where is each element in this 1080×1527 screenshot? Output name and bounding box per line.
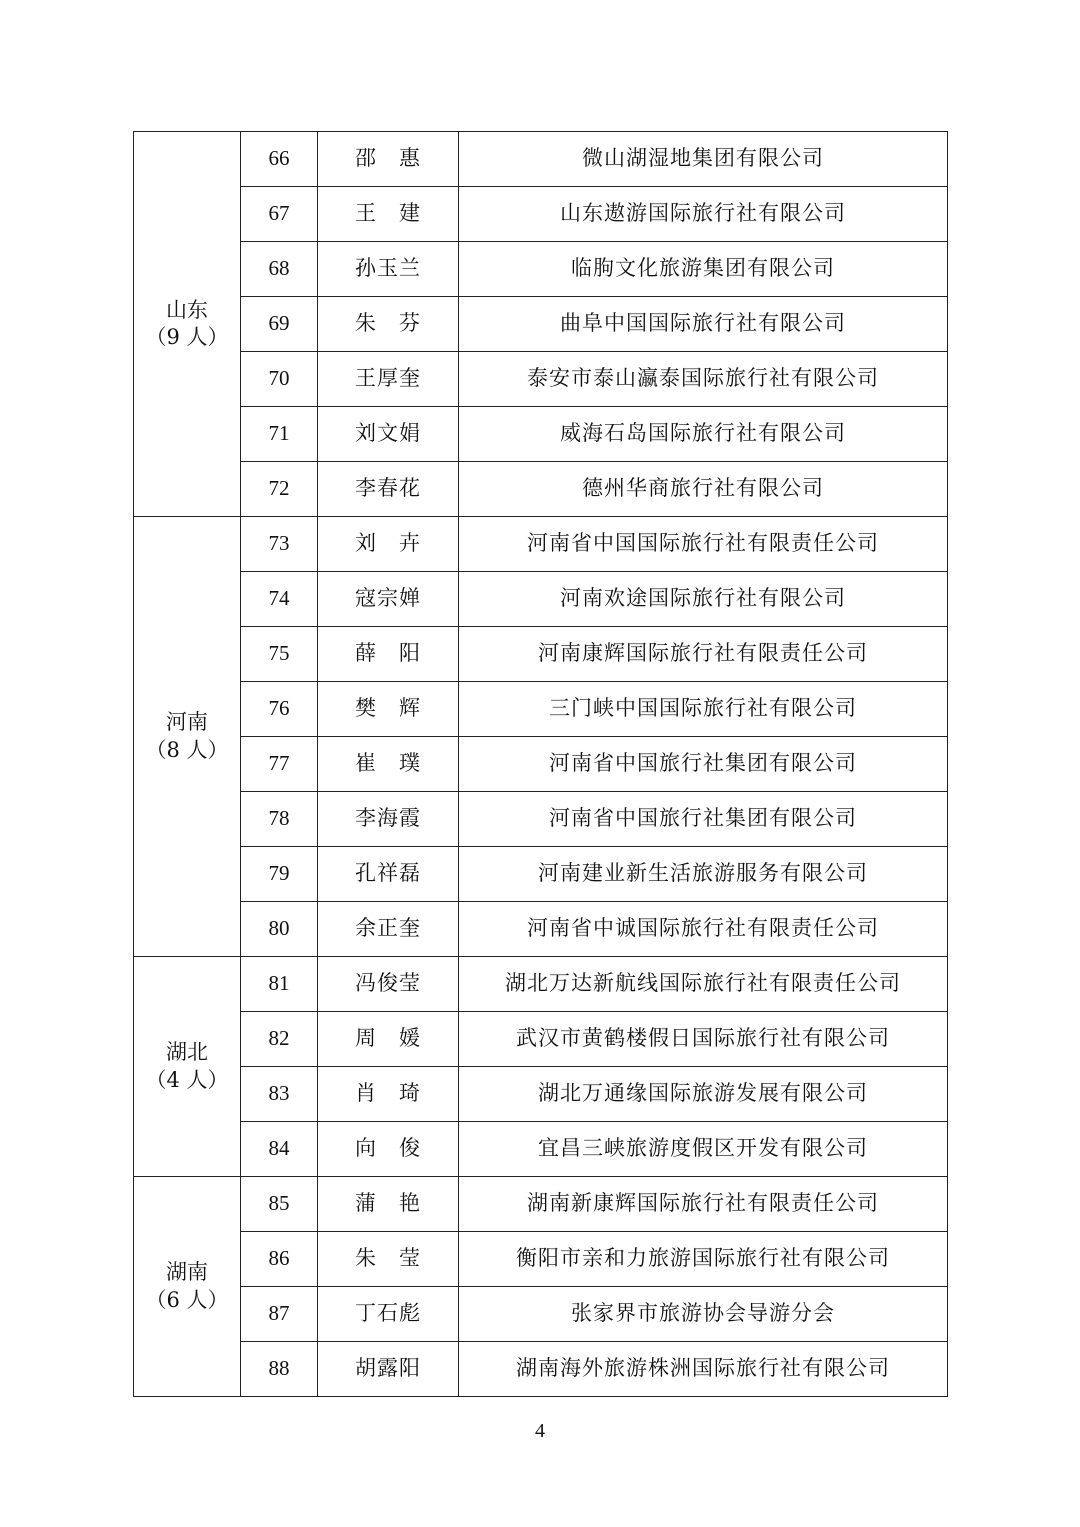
region-cell [134,132,241,517]
organization-name: 河南省中国旅行社集团有限公司 [459,737,948,792]
page-number: 4 [535,1420,545,1442]
organization-name: 河南欢途国际旅行社有限公司 [459,572,948,627]
row-number: 88 [241,1342,318,1397]
organization-name: 微山湖湿地集团有限公司 [459,132,948,187]
person-name: 向 俊 [318,1122,459,1177]
person-name: 刘 卉 [318,517,459,572]
person-name: 刘文娟 [318,407,459,462]
table-row [134,847,948,902]
person-name: 丁石彪 [318,1287,459,1342]
region-cell [134,1177,241,1397]
person-name: 胡露阳 [318,1342,459,1397]
row-number: 70 [241,352,318,407]
row-number: 76 [241,682,318,737]
organization-name: 河南建业新生活旅游服务有限公司 [459,847,948,902]
table-row [134,792,948,847]
table-row [134,1287,948,1342]
table-row [134,407,948,462]
organization-name: 河南省中国国际旅行社有限责任公司 [459,517,948,572]
row-number: 67 [241,187,318,242]
organization-name: 曲阜中国国际旅行社有限公司 [459,297,948,352]
row-number: 85 [241,1177,318,1232]
table-row [134,352,948,407]
region-count: （8 人） [145,737,229,762]
person-name: 樊 辉 [318,682,459,737]
organization-name: 临朐文化旅游集团有限公司 [459,242,948,297]
person-name: 王 建 [318,187,459,242]
region-name: 湖北 [166,1040,208,1065]
organization-name: 宜昌三峡旅游度假区开发有限公司 [459,1122,948,1177]
row-number: 77 [241,737,318,792]
person-name: 周 媛 [318,1012,459,1067]
organization-name: 湖北万通缘国际旅游发展有限公司 [459,1067,948,1122]
row-number: 74 [241,572,318,627]
person-name: 冯俊莹 [318,957,459,1012]
person-name: 蒲 艳 [318,1177,459,1232]
table-row [134,572,948,627]
person-name: 寇宗婵 [318,572,459,627]
table-row [134,517,948,572]
person-name: 朱 莹 [318,1232,459,1287]
person-name: 朱 芬 [318,297,459,352]
person-name: 肖 琦 [318,1067,459,1122]
table-row [134,1232,948,1287]
person-name: 崔 璞 [318,737,459,792]
row-number: 68 [241,242,318,297]
table-row [134,132,948,187]
organization-name: 河南康辉国际旅行社有限责任公司 [459,627,948,682]
region-cell [134,517,241,957]
row-number: 69 [241,297,318,352]
row-number: 79 [241,847,318,902]
table-row [134,1067,948,1122]
person-name: 王厚奎 [318,352,459,407]
organization-name: 衡阳市亲和力旅游国际旅行社有限公司 [459,1232,948,1287]
organization-name: 河南省中国旅行社集团有限公司 [459,792,948,847]
region-cell [134,957,241,1177]
organization-name: 威海石岛国际旅行社有限公司 [459,407,948,462]
row-number: 75 [241,627,318,682]
region-count: （9 人） [145,325,229,349]
organization-name: 山东遨游国际旅行社有限公司 [459,187,948,242]
roster-table [133,131,948,1397]
person-name: 薛 阳 [318,627,459,682]
roster-table-body [134,132,948,1397]
table-row [134,627,948,682]
table-row [134,1342,948,1397]
organization-name: 德州华商旅行社有限公司 [459,462,948,517]
region-name: 湖南 [166,1260,208,1285]
organization-name: 湖北万达新航线国际旅行社有限责任公司 [459,957,948,1012]
person-name: 孔祥磊 [318,847,459,902]
table-row [134,187,948,242]
table-row [134,297,948,352]
row-number: 83 [241,1067,318,1122]
row-number: 72 [241,462,318,517]
person-name: 余正奎 [318,902,459,957]
organization-name: 湖南新康辉国际旅行社有限责任公司 [459,1177,948,1232]
organization-name: 武汉市黄鹤楼假日国际旅行社有限公司 [459,1012,948,1067]
region-name: 山东 [166,297,208,322]
table-row [134,462,948,517]
table-row [134,737,948,792]
organization-name: 泰安市泰山瀛泰国际旅行社有限公司 [459,352,948,407]
row-number: 82 [241,1012,318,1067]
table-row [134,957,948,1012]
row-number: 86 [241,1232,318,1287]
row-number: 80 [241,902,318,957]
table-row [134,242,948,297]
row-number: 66 [241,132,318,187]
table-row [134,902,948,957]
row-number: 87 [241,1287,318,1342]
region-count: （6 人） [145,1287,229,1312]
organization-name: 张家界市旅游协会导游分会 [459,1287,948,1342]
table-row [134,682,948,737]
row-number: 84 [241,1122,318,1177]
person-name: 李春花 [318,462,459,517]
person-name: 李海霞 [318,792,459,847]
organization-name: 三门峡中国国际旅行社有限公司 [459,682,948,737]
table-row [134,1122,948,1177]
person-name: 孙玉兰 [318,242,459,297]
region-count: （4 人） [145,1067,229,1092]
organization-name: 河南省中诚国际旅行社有限责任公司 [459,902,948,957]
table-row [134,1012,948,1067]
row-number: 78 [241,792,318,847]
table-row [134,1177,948,1232]
row-number: 81 [241,957,318,1012]
row-number: 73 [241,517,318,572]
region-name: 河南 [166,710,208,735]
person-name: 邵 惠 [318,132,459,187]
organization-name: 湖南海外旅游株洲国际旅行社有限公司 [459,1342,948,1397]
row-number: 71 [241,407,318,462]
